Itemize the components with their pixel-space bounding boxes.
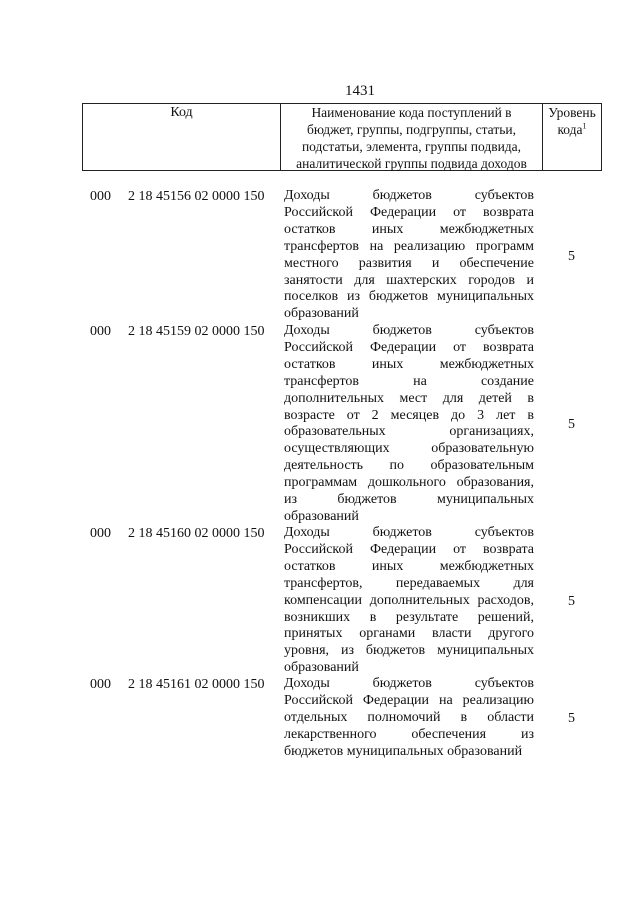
entry-description [284, 188, 534, 323]
description-line: местного развития и обеспечение [284, 255, 534, 271]
description-line: отдельных полномочий в области [284, 709, 534, 725]
header-code-cell [83, 104, 281, 170]
description-line: Российской Федерации от возврата [284, 541, 534, 557]
description-line: остатков иных межбюджетных [284, 558, 534, 574]
header-level-word: кода [557, 122, 583, 137]
description-line: лекарственного обеспечения из [284, 726, 534, 742]
entry-prefix: 000 [90, 677, 111, 692]
description-line: деятельность по образовательным [284, 458, 534, 474]
header-name-cell [281, 104, 543, 170]
description-line: возрасте от 2 месяцев до 3 лет в [284, 407, 534, 423]
description-line: принятых органами власти другого [284, 626, 534, 642]
header-level-label-2 [543, 121, 601, 138]
description-line: из бюджетов муниципальных [284, 492, 534, 508]
entry-level: 5 [568, 417, 575, 432]
entry-description [284, 323, 534, 526]
description-line: остатков иных межбюджетных [284, 221, 534, 237]
description-line: Доходы бюджетов субъектов [284, 525, 534, 540]
description-line: возникших в результате решений, [284, 609, 534, 625]
header-name-line: бюджет, группы, подгруппы, статьи, [307, 122, 516, 137]
description-line: дополнительных мест для детей в [284, 390, 534, 406]
entry-code: 2 18 45161 02 0000 150 [128, 677, 265, 692]
description-line: образований [284, 660, 359, 676]
entry-description [284, 525, 534, 677]
description-line: Российской Федерации на реализацию [284, 692, 534, 708]
header-level-cell [543, 104, 601, 170]
entry-code: 2 18 45160 02 0000 150 [128, 526, 265, 541]
description-line: бюджетов муниципальных образований [284, 743, 523, 759]
footnote-marker: 1 [582, 121, 587, 131]
header-name-line: Наименование кода поступлений в [311, 105, 512, 120]
description-line: образований [284, 306, 359, 322]
entry-prefix: 000 [90, 324, 111, 339]
table-header [82, 103, 602, 171]
entry-code: 2 18 45156 02 0000 150 [128, 189, 265, 204]
entry-code: 2 18 45159 02 0000 150 [128, 324, 265, 339]
description-line: трансфертов на создание [284, 373, 534, 389]
description-line: Доходы бюджетов субъектов [284, 188, 534, 203]
header-name-line: аналитической группы подвида доходов [296, 156, 527, 171]
description-line: трансфертов, передаваемых для [284, 575, 534, 591]
description-line: трансфертов на реализацию программ [284, 238, 534, 254]
description-line: Доходы бюджетов субъектов [284, 676, 534, 691]
header-code-label: Код [170, 105, 193, 120]
entry-prefix: 000 [90, 189, 111, 204]
description-line: программам дошкольного образования, [284, 475, 534, 491]
entry-level: 5 [568, 594, 575, 609]
description-line: Российской Федерации от возврата [284, 204, 534, 220]
description-line: уровня, из бюджетов муниципальных [284, 643, 534, 659]
header-name-line: подстатьи, элемента, группы подвида, [301, 139, 522, 154]
page-number: 1431 [345, 83, 375, 99]
description-line: занятости для шахтерских городов и [284, 272, 534, 288]
description-line: образовательных организациях, [284, 424, 534, 440]
entry-level: 5 [568, 249, 575, 264]
description-line: образований [284, 508, 359, 524]
entry-description [284, 676, 534, 761]
description-line: Доходы бюджетов субъектов [284, 323, 534, 338]
entry-level: 5 [568, 711, 575, 726]
entry-prefix: 000 [90, 526, 111, 541]
description-line: остатков иных межбюджетных [284, 356, 534, 372]
description-line: осуществляющих образовательную [284, 441, 534, 457]
header-level-label: Уровень [548, 105, 596, 120]
description-line: компенсации дополнительных расходов, [284, 592, 534, 608]
description-line: Российской Федерации от возврата [284, 339, 534, 355]
description-line: поселков из бюджетов муниципальных [284, 289, 534, 305]
